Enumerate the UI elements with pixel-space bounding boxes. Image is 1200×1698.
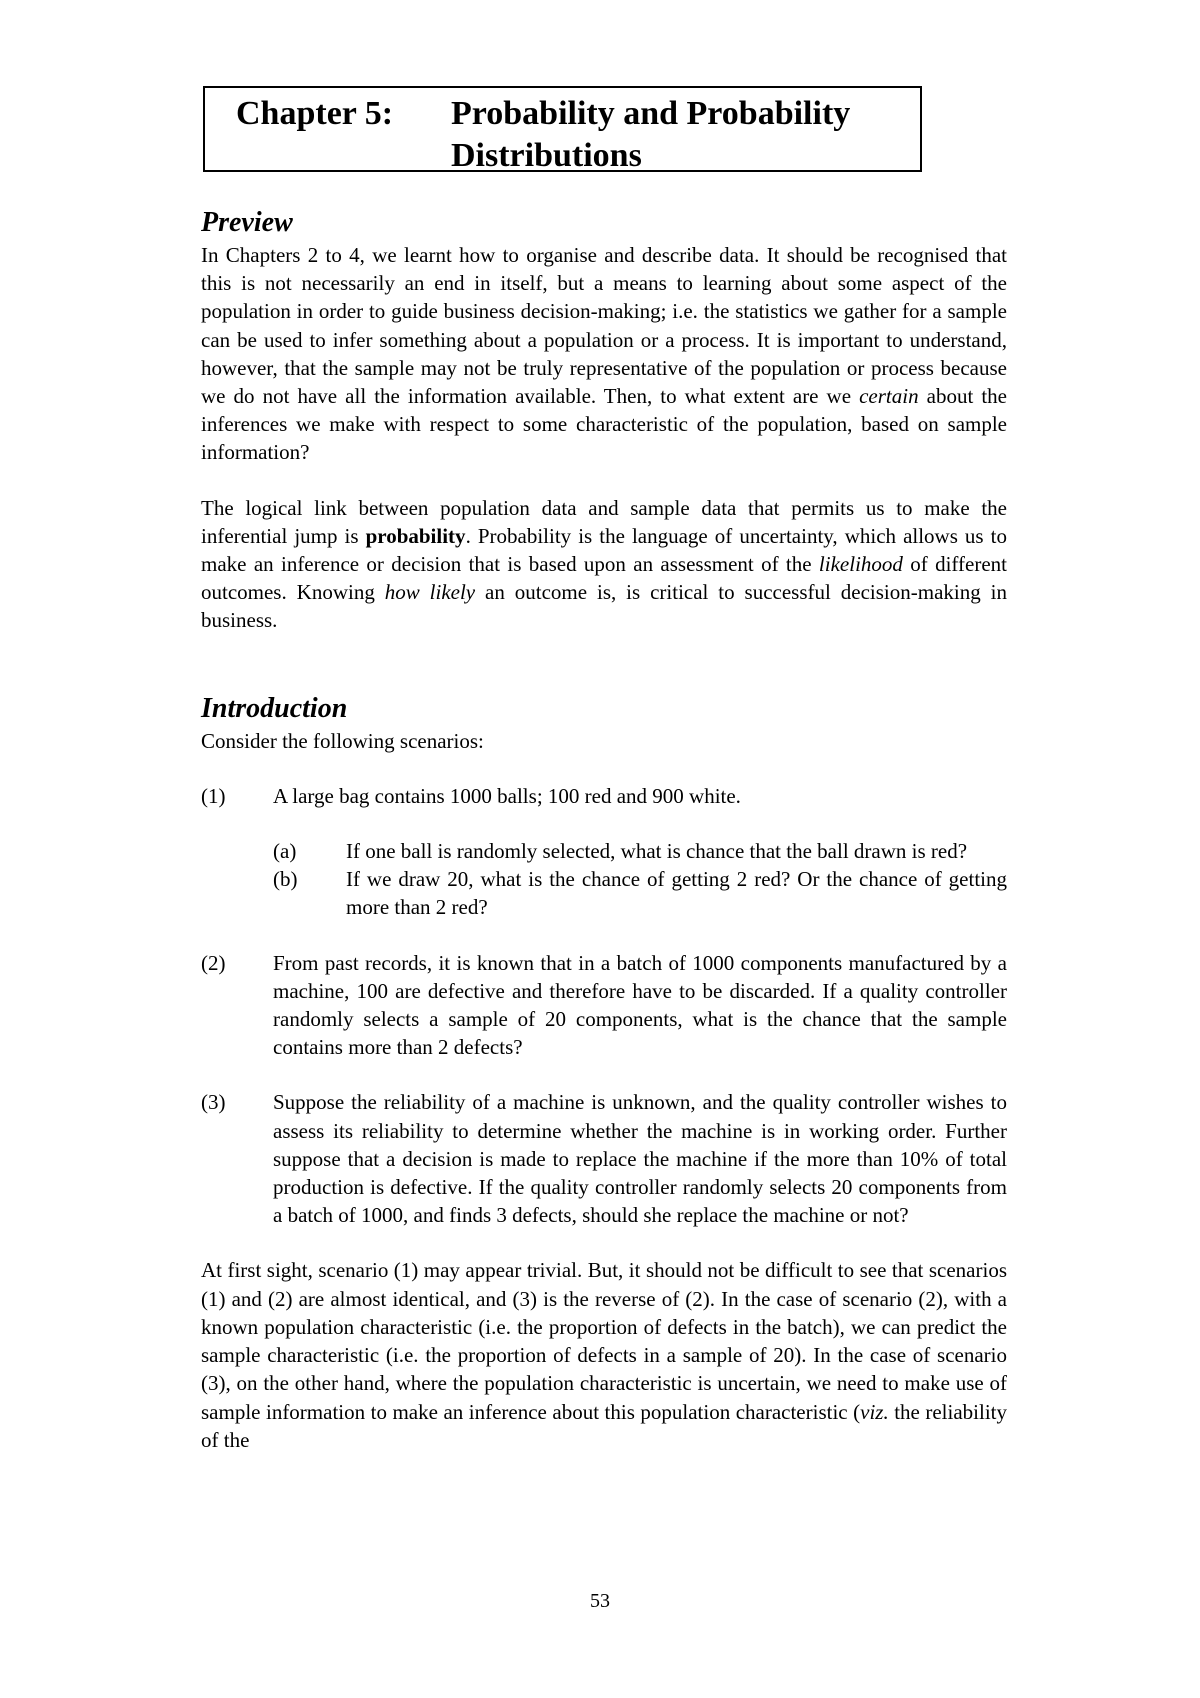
preview-heading: Preview [201,207,293,238]
introduction-heading: Introduction [201,692,348,724]
chapter-label: Chapter 5: [236,95,394,132]
sub-item-text: If one ball is randomly selected, what is chance that the ball drawn is red? [346,839,968,864]
scenario-3 [201,1088,1007,1229]
chapter-title: Probability and Probability Distributions [451,95,851,174]
scenario-1b [201,865,1007,921]
emphasis-viz: viz. [860,1399,889,1424]
sub-item-letter: (a) [273,839,297,864]
introduction-lead: Consider the following scenarios: [201,728,484,753]
preview-paragraph-2: The logical link between population data and sample data that permits us to make the inferential jump is probability. Probability is the language of uncertainty, which allows us to make an inference or decision that is based upon an assessment of the likelihood of different outcomes. Knowing how likely an outcome is, is critical to successful decision-making in business. [201,495,1007,633]
emphasis-likelihood: likelihood [818,552,903,577]
introduction-closing-paragraph: At first sight, scenario (1) may appear trivial. But, it should not be difficult to see that scenarios (1) and (2) are almost identical, and (3) is the reverse of (2). In the case of scenario (2), with a known population characteristic (i.e. the proportion of defects in the batch), we can predict the sample characteristic (i.e. the proportion of defects in a sample of 20). In the case of scenario (3), on the other hand, where the population characteristic is uncertain, we need to make use of sample information to make an inference about this population characteristic (viz. the reliability of the [201,1258,1008,1452]
emphasis-certain: certain [859,384,919,409]
chapter-title-box [203,86,922,172]
emphasis-probability: probability [365,523,466,548]
scenario-1a [201,837,1007,865]
scenario-text: From past records, it is known that in a batch of 1000 components manufactured by a machine, 100 are defective and therefore have to be discarded. If a quality controller randomly selects a sample of 20 components, what is the chance that the sample contains more than 2 defects? [273,950,1007,1060]
scenario-number: (2) [201,950,226,975]
scenario-2 [201,949,1007,1062]
scenario-1 [201,782,1007,810]
scenario-number: (3) [201,1090,226,1115]
scenario-text: Suppose the reliability of a machine is unknown, and the quality controller wishes to assess its reliability to determine whether the machine is in working order. Further suppose that a decision is made to replace the machine if the more than 10% of total production is defective. If the quality controller randomly selects 20 components from a batch of 1000, and finds 3 defects, should she replace the machine or not? [273,1090,1007,1228]
scenario-text: A large bag contains 1000 balls; 100 red and 900 white. [273,783,741,808]
emphasis-how-likely: how likely [384,580,476,605]
page-number: 53 [590,1590,610,1612]
body-content [201,205,1007,1454]
sub-item-text: If we draw 20, what is the chance of getting 2 red? Or the chance of getting more than 2 red? [346,867,1007,920]
preview-paragraph-1: In Chapters 2 to 4, we learnt how to organise and describe data. It should be recognised that this is not necessarily an end in itself, but a means to learning about some aspect of the population in order to guide business decision-making; i.e. the statistics we gather for a sample can be used to infer something about a population or a process. It is important to understand, however, that the sample may not be truly representative of the population or process because we do not have all the information available. Then, to what extent are we certain about the inferences we make with respect to some characteristic of the population, based on sample information? [201,243,1007,465]
scenario-number: (1) [201,783,226,808]
sub-item-letter: (b) [273,867,298,892]
